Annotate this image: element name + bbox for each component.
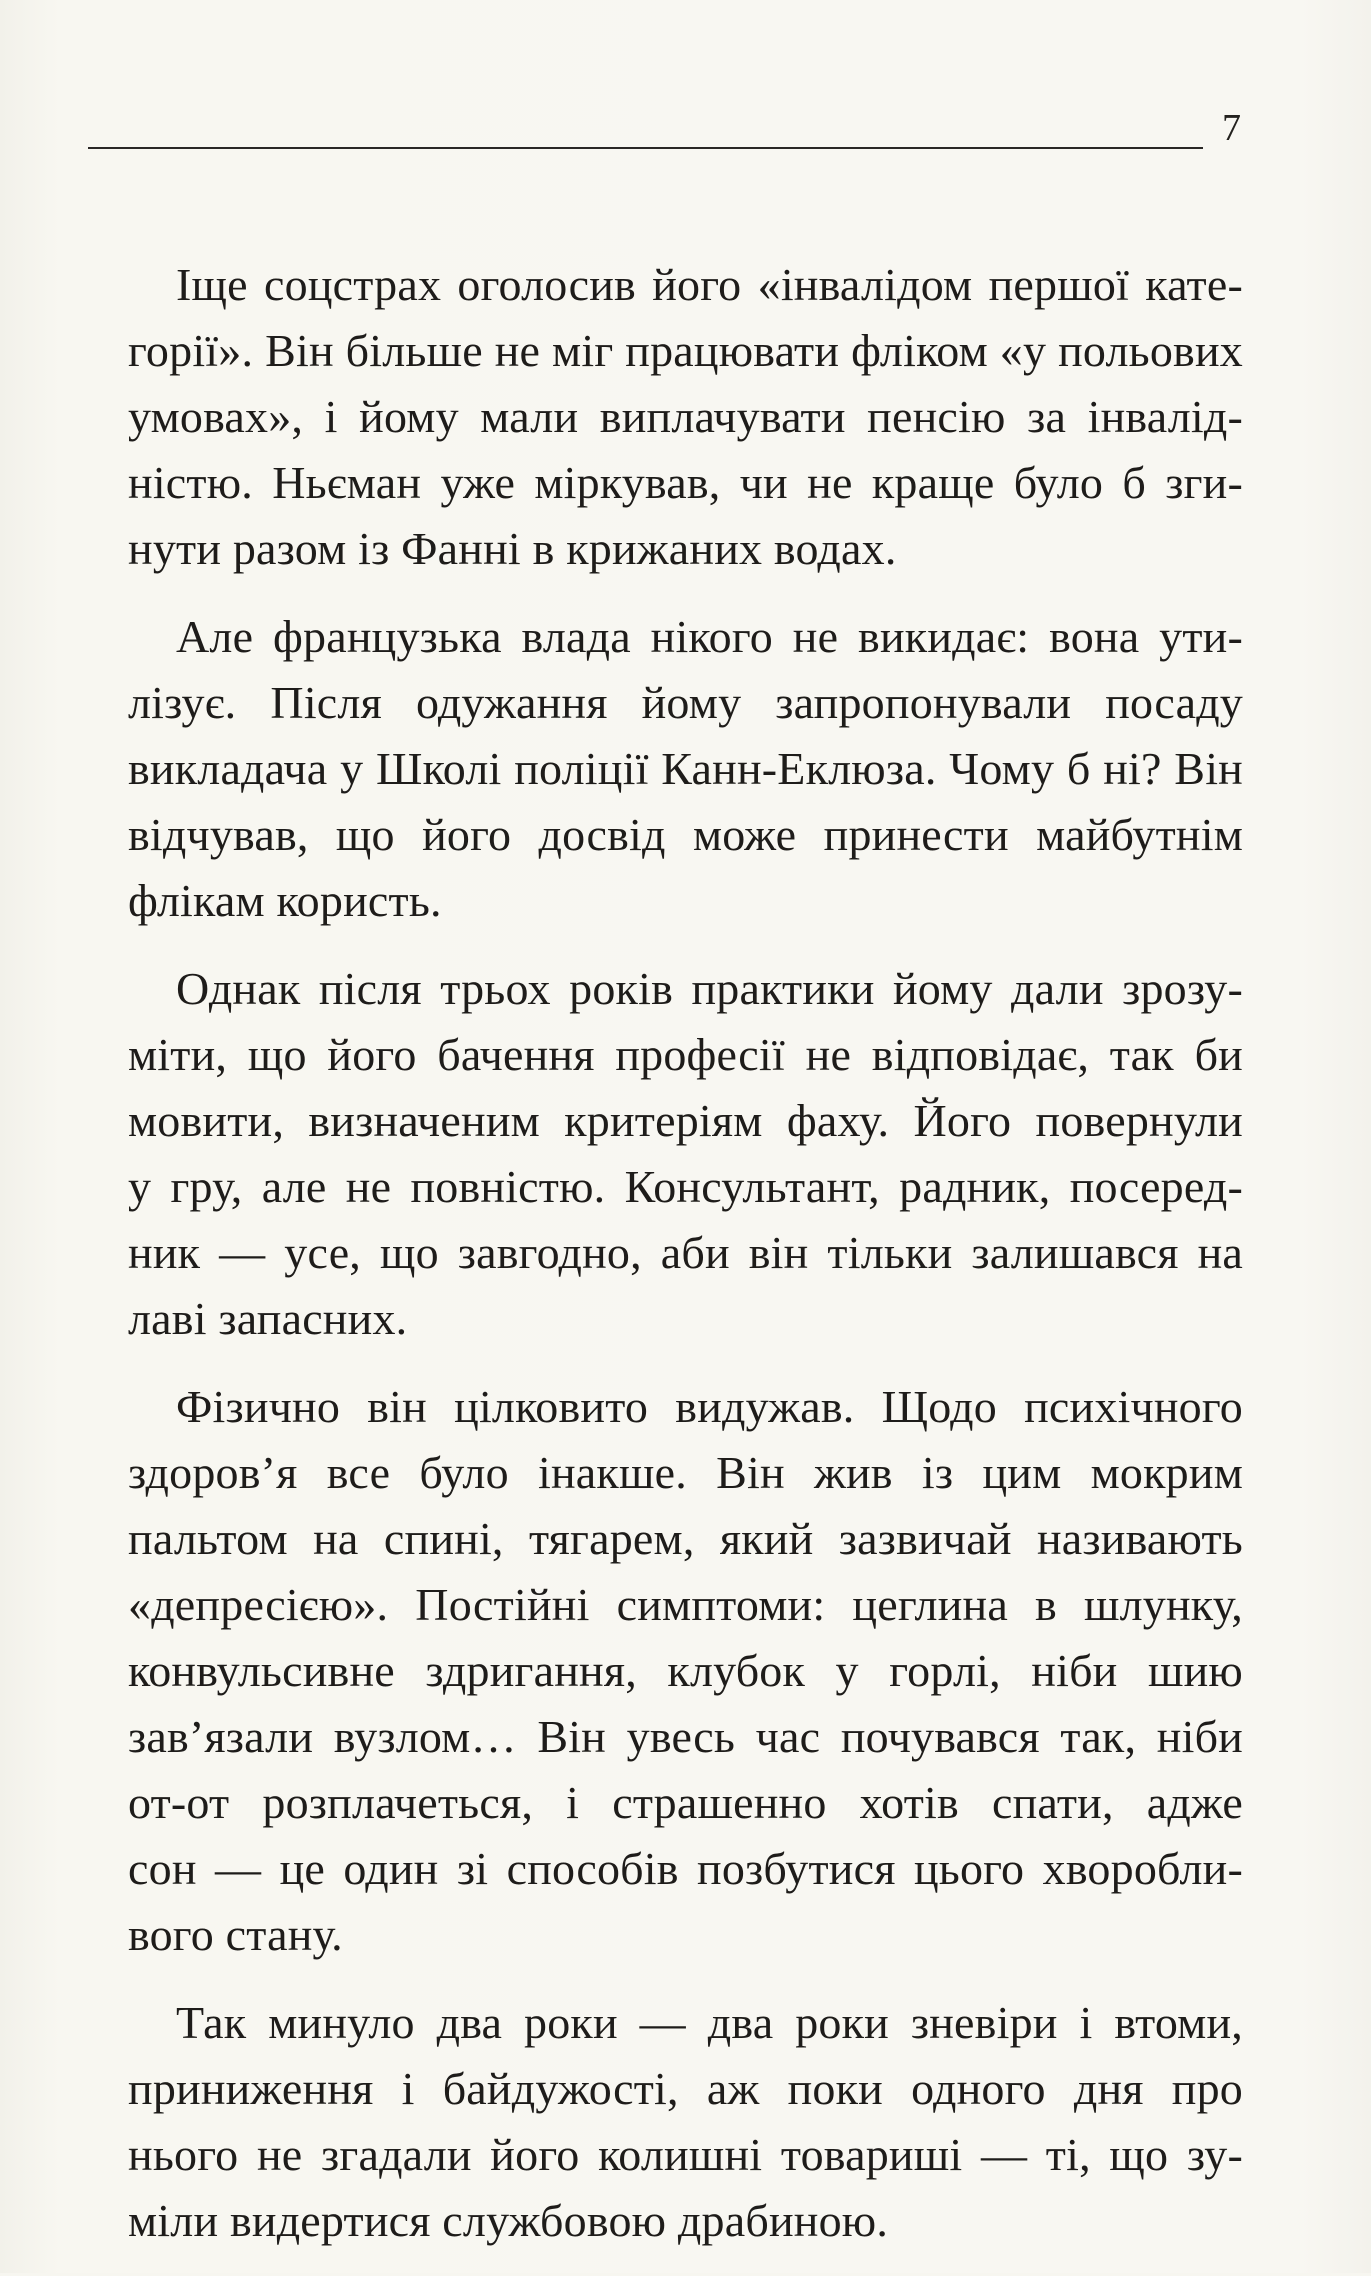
paragraph — [128, 604, 1243, 934]
text-line: у гру, але не повністю. Консультант, радник, посеред- — [128, 1161, 1243, 1212]
text-line: от-от розплачеться, і страшенно хотів спати, адже — [128, 1777, 1243, 1828]
text-line: нього не згадали його колишні товариші — ті, що зу- — [128, 2129, 1243, 2180]
paragraph — [128, 1990, 1243, 2254]
text-line: умовах», і йому мали виплачувати пенсію за інвалід- — [128, 391, 1243, 442]
text-line: «депресією». Постійні симптоми: цеглина в шлунку, — [128, 1579, 1243, 1630]
text-line: сон — це один зі способів позбутися цього хворобли- — [128, 1843, 1243, 1894]
text-line: горії». Він більше не міг працювати фліком «у польових — [128, 325, 1243, 376]
paragraph — [128, 956, 1243, 1352]
text-line: вого стану. — [128, 1909, 343, 1960]
text-line: Іще соцстрах оголосив його «інвалідом першої кате- — [176, 259, 1243, 310]
text-line: мовити, визначеним критеріям фаху. Його повернули — [128, 1095, 1243, 1146]
paragraph — [128, 252, 1243, 582]
text-line: конвульсивне здригання, клубок у горлі, ніби шию — [128, 1645, 1243, 1696]
text-line: Однак після трьох років практики йому дали зрозу- — [176, 963, 1243, 1014]
text-line: відчував, що його досвід може принести майбутнім — [128, 809, 1243, 860]
text-line: лізує. Після одужання йому запропонували посаду — [128, 677, 1243, 728]
text-line: Фізично він цілковито видужав. Щодо психічного — [176, 1381, 1243, 1432]
text-line: лаві запасних. — [128, 1293, 408, 1344]
text-line: ністю. Ньєман уже міркував, чи не краще було б зги- — [128, 457, 1243, 508]
body-text — [128, 252, 1243, 2276]
text-line: міли видертися службовою драбиною. — [128, 2195, 889, 2246]
text-line: пальтом на спині, тягарем, який зазвичай називають — [128, 1513, 1243, 1564]
page-number: 7 — [1222, 107, 1241, 149]
text-line: Так минуло два роки — два роки зневіри і втоми, — [176, 1997, 1243, 2048]
text-line: флікам користь. — [128, 875, 442, 926]
header-rule — [88, 147, 1203, 149]
text-line: Але французька влада нікого не викидає: вона ути- — [176, 611, 1243, 662]
text-line: здоров’я все було інакше. Він жив із цим мокрим — [128, 1447, 1243, 1498]
text-line: міти, що його бачення професії не відповідає, так би — [128, 1029, 1243, 1080]
text-line: приниження і байдужості, аж поки одного дня про — [128, 2063, 1243, 2114]
paragraph — [128, 1374, 1243, 1968]
text-line: ник — усе, що завгодно, аби він тільки залишався на — [128, 1227, 1243, 1278]
text-line: викладача у Школі поліції Канн-Еклюза. Чому б ні? Він — [128, 743, 1243, 794]
text-line: зав’язали вузлом… Він увесь час почувався так, ніби — [128, 1711, 1243, 1762]
text-line: нути разом із Фанні в крижаних водах. — [128, 523, 897, 574]
